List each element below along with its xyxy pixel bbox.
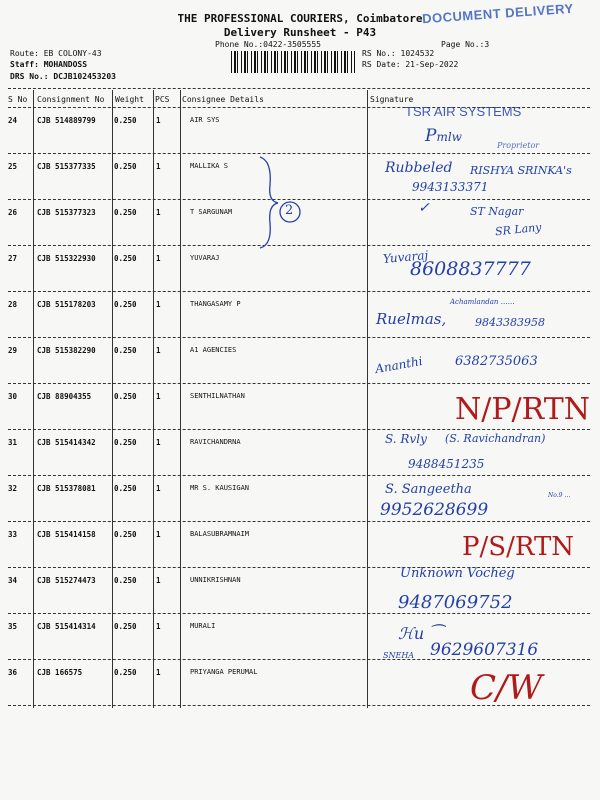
phone-34: 9487069752 — [398, 592, 513, 613]
row-consignment-no: CJB 515322930 — [37, 254, 96, 263]
row-pcs: 1 — [156, 346, 161, 355]
page-number: Page No.:3 — [441, 40, 490, 49]
row-sno: 24 — [8, 116, 18, 125]
row-weight: 0.250 — [114, 484, 137, 493]
row-consignment-no: CJB 88904355 — [37, 392, 92, 401]
table-row — [0, 476, 600, 522]
row-sno: 34 — [8, 576, 18, 585]
barcode — [231, 51, 355, 73]
row-consignment-no: CJB 515377335 — [37, 162, 96, 171]
row-weight: 0.250 — [114, 300, 137, 309]
row-weight: 0.250 — [114, 668, 137, 677]
row-weight: 0.250 — [114, 208, 137, 217]
row-pcs: 1 — [156, 668, 161, 677]
row-consignee-name: SENTHILNATHAN — [190, 392, 245, 400]
row-consignee-name: AIR SYS — [190, 116, 220, 124]
rs-date: RS Date: 21-Sep-2022 — [362, 60, 459, 69]
document-delivery-stamp: DOCUMENT DELIVERY — [421, 0, 575, 27]
row-sno: 29 — [8, 346, 18, 355]
row-consignment-no: CJB 515377323 — [37, 208, 96, 217]
address-note-26: ST Nagar — [470, 205, 524, 218]
row-weight: 0.250 — [114, 392, 137, 401]
row-consignee-name: PRIYANGA PERUMAL — [190, 668, 258, 676]
col-pcs: PCS — [155, 95, 170, 104]
row-pcs: 1 — [156, 530, 161, 539]
col-consignee: Consignee Details — [182, 95, 264, 104]
row-consignee-name: MR S. KAUSIGAN — [190, 484, 250, 492]
row-consignee-name: YUVARAJ — [190, 254, 220, 262]
signature-28b: Achamlandan …… — [450, 298, 515, 306]
row-weight: 0.250 — [114, 622, 137, 631]
signature-31: S. Rvly — [385, 432, 427, 446]
row-consignee-name: BALASUBRAMNAIM — [190, 530, 250, 538]
col-weight: Weight — [115, 95, 144, 104]
phone-27: 8608837777 — [410, 258, 531, 280]
note-34: Unknown Vocheg — [400, 566, 515, 581]
row-pcs: 1 — [156, 622, 161, 631]
signature-24: Pmlw — [425, 126, 462, 146]
phone-number: Phone No.:0422-3505555 — [215, 40, 321, 49]
row-consignment-no: CJB 166575 — [37, 668, 83, 677]
row-consignee-name: THANGASAMY P — [190, 300, 241, 308]
company-title: THE PROFESSIONAL COURIERS, Coimbatore — [177, 12, 423, 25]
row-consignment-no: CJB 515414342 — [37, 438, 96, 447]
col-consignment: Consignment No — [37, 95, 105, 104]
row-consignment-no: CJB 515378081 — [37, 484, 96, 493]
receiver-name-25: RISHYA SRINKA's — [470, 164, 572, 177]
table-row — [0, 154, 600, 200]
drs-number: DRS No.: DCJB102453203 — [10, 72, 116, 81]
row-pcs: 1 — [156, 438, 161, 447]
signature-28: Ruelmas, — [376, 310, 447, 328]
phone-28: 9843383958 — [475, 316, 545, 329]
row-sno: 32 — [8, 484, 18, 493]
row-consignee-name: MURALI — [190, 622, 216, 630]
receiver-name-31: (S. Ravichandran) — [445, 432, 546, 445]
staff-label: Staff: MOHANDOSS — [10, 60, 88, 69]
row-weight: 0.250 — [114, 438, 137, 447]
phone-31: 9488451235 — [408, 457, 485, 471]
row-sno: 30 — [8, 392, 18, 401]
row-consignment-no: CJB 515414158 — [37, 530, 96, 539]
row-pcs: 1 — [156, 162, 161, 171]
proprietor-label: Proprietor — [497, 141, 540, 150]
row-sno: 27 — [8, 254, 18, 263]
row-consignment-no: CJB 514889799 — [37, 116, 96, 125]
row-pcs: 1 — [156, 254, 161, 263]
address-note-32: No.9 … — [548, 492, 571, 499]
row-weight: 0.250 — [114, 162, 137, 171]
rs-number: RS No.: 1024532 — [362, 49, 435, 58]
row-weight: 0.250 — [114, 576, 137, 585]
signature-25: Rubbeled — [385, 160, 453, 176]
signature-32: S. Sangeetha — [385, 482, 472, 497]
row-consignment-no: CJB 515414314 — [37, 622, 96, 631]
row-consignee-name: T SARGUNAM — [190, 208, 233, 216]
phone-29: 6382735063 — [455, 354, 538, 369]
phone-25: 9943133371 — [412, 180, 489, 194]
header-rule-top — [8, 88, 590, 89]
company-stamp: TSR AIR SYSTEMS — [405, 104, 522, 119]
signature-29: Ananthi — [374, 353, 424, 377]
cw-mark: C/W — [470, 668, 543, 708]
col-signature: Signature — [370, 95, 414, 104]
runsheet-title: Delivery Runsheet - P43 — [223, 26, 377, 39]
row-pcs: 1 — [156, 576, 161, 585]
phone-32: 9952628699 — [380, 500, 489, 520]
row-pcs: 1 — [156, 484, 161, 493]
route-label: Route: EB COLONY-43 — [10, 49, 102, 58]
row-sno: 26 — [8, 208, 18, 217]
row-sno: 36 — [8, 668, 18, 677]
signature-35: ℋu ⁀ — [398, 624, 443, 643]
row-pcs: 1 — [156, 392, 161, 401]
col-sno: S No — [8, 95, 28, 104]
np-rtn-mark: N/P/RTN — [455, 392, 590, 427]
row-weight: 0.250 — [114, 254, 137, 263]
row-consignment-no: CJB 515274473 — [37, 576, 96, 585]
address-note-26b: SR Lany — [494, 220, 543, 239]
signature-27: Yuvaraj — [382, 248, 429, 266]
circled-number: 2 — [285, 203, 294, 218]
row-consignment-no: CJB 515178203 — [37, 300, 96, 309]
row-consignee-name: RAVICHANDRNA — [190, 438, 241, 446]
row-consignee-name: MALLIKA S — [190, 162, 228, 170]
ps-rtn-mark: P/S/RTN — [462, 532, 575, 562]
row-weight: 0.250 — [114, 346, 137, 355]
row-sno: 35 — [8, 622, 18, 631]
row-consignment-no: CJB 515382290 — [37, 346, 96, 355]
row-sno: 33 — [8, 530, 18, 539]
row-pcs: 1 — [156, 208, 161, 217]
row-sno: 31 — [8, 438, 18, 447]
row-pcs: 1 — [156, 116, 161, 125]
signature-26: ✓ — [418, 200, 430, 216]
row-consignee-name: UNNIKRISHNAN — [190, 576, 241, 584]
row-pcs: 1 — [156, 300, 161, 309]
row-sno: 28 — [8, 300, 18, 309]
row-sno: 25 — [8, 162, 18, 171]
phone-35: 9629607316 — [430, 640, 539, 660]
row-weight: 0.250 — [114, 530, 137, 539]
row-consignee-name: A1 AGENCIES — [190, 346, 237, 354]
row-weight: 0.250 — [114, 116, 137, 125]
receiver-name-35: SNEHA — [383, 651, 415, 660]
